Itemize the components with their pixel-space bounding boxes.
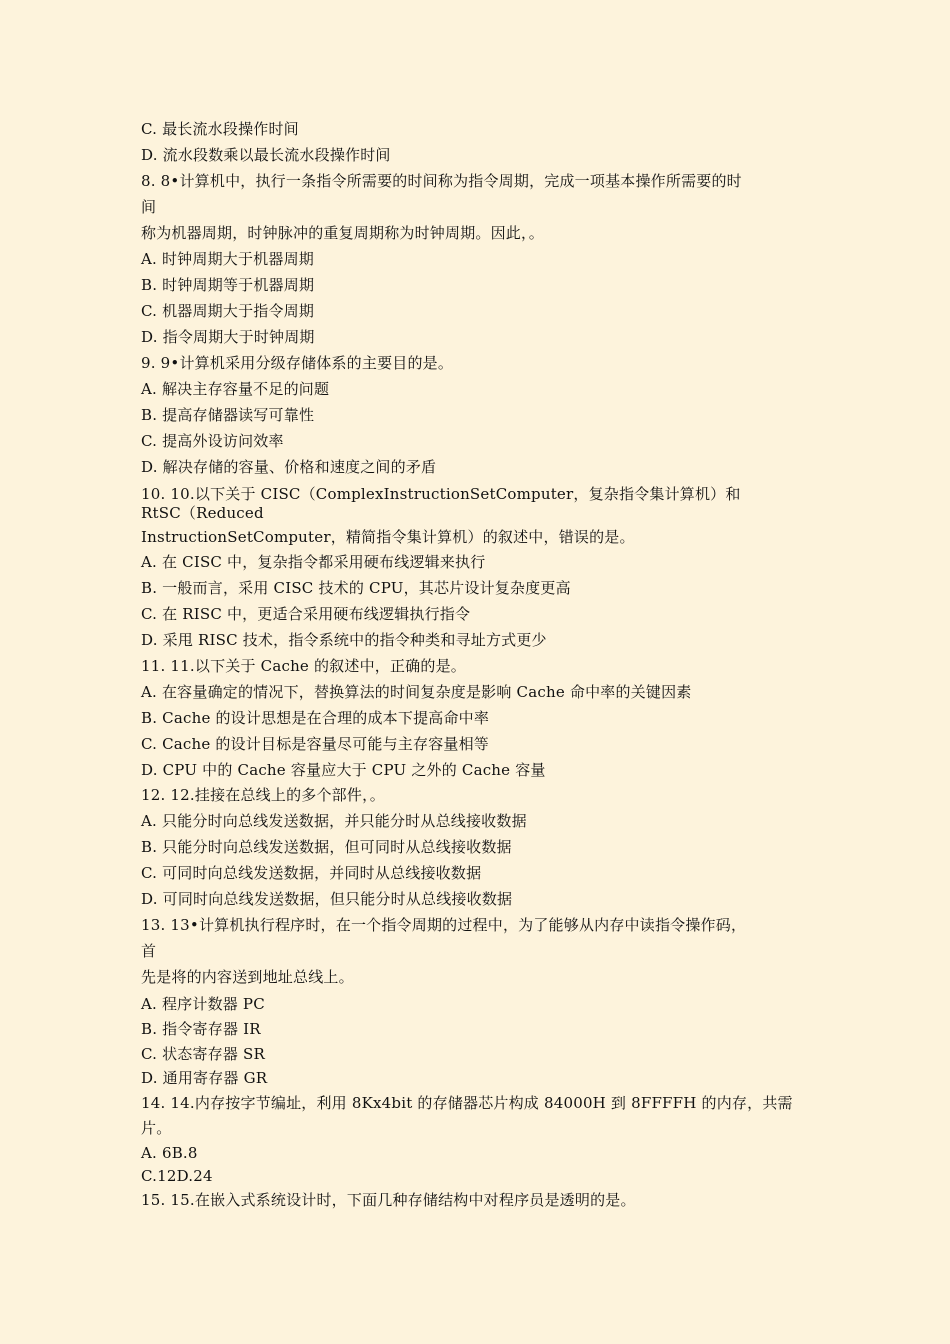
options-a-b: A. 6B.8: [141, 1144, 198, 1162]
question-8-continued: 称为机器周期，时钟脉冲的重复周期称为时钟周期。因此，。: [141, 224, 544, 242]
question-13-wrap: 首: [141, 942, 157, 960]
option-a: A. 解决主存容量不足的问题: [141, 380, 330, 398]
option-b: B. 提高存储器读写可靠性: [141, 406, 315, 424]
option-c: C. 可同时向总线发送数据，并同时从总线接收数据: [141, 864, 482, 882]
option-c: C. 提高外设访问效率: [141, 432, 284, 450]
option-c: C. 在 RISC 中，更适合采用硬布线逻辑执行指令: [141, 605, 471, 623]
option-c: C. Cache 的设计目标是容量尽可能与主存容量相等: [141, 735, 490, 753]
option-b: B. 一般而言，采用 CISC 技术的 CPU，其芯片设计复杂度更高: [141, 579, 571, 597]
question-8-wrap: 间: [141, 198, 157, 216]
option-a: A. 时钟周期大于机器周期: [141, 250, 314, 268]
option-d: D. CPU 中的 Cache 容量应大于 CPU 之外的 Cache 容量: [141, 761, 546, 779]
option-c: C. 状态寄存器 SR: [141, 1045, 266, 1063]
option-c: C. 最长流水段操作时间: [141, 120, 299, 138]
question-15: 15. 15.在嵌入式系统设计时，下面几种存储结构中对程序员是透明的是。: [141, 1191, 636, 1209]
option-d: D. 可同时向总线发送数据，但只能分时从总线接收数据: [141, 890, 513, 908]
question-10: 10. 10.以下关于 CISC（ComplexInstructionSetComputer，复杂指令集计算机）和: [141, 485, 741, 503]
option-d: D. 通用寄存器 GR: [141, 1069, 268, 1087]
question-14-continued: 片。: [141, 1119, 172, 1137]
option-d: D. 指令周期大于时钟周期: [141, 328, 315, 346]
option-b: B. 只能分时向总线发送数据，但可同时从总线接收数据: [141, 838, 512, 856]
option-a: A. 程序计数器 PC: [141, 995, 265, 1013]
options-c-d: C.12D.24: [141, 1167, 213, 1185]
question-13-continued: 先是将的内容送到地址总线上。: [141, 968, 354, 986]
question-10-wrap: RtSC（Reduced: [141, 504, 264, 522]
option-a: A. 只能分时向总线发送数据，并只能分时从总线接收数据: [141, 812, 527, 830]
question-14: 14. 14.内存按字节编址，利用 8Kx4bit 的存储器芯片构成 84000H 到 8FFFFH 的内存，共需: [141, 1094, 793, 1112]
option-b: B. Cache 的设计思想是在合理的成本下提高命中率: [141, 709, 490, 727]
option-d: D. 采甩 RISC 技术，指令系统中的指令种类和寻址方式更少: [141, 631, 547, 649]
option-a: A. 在容量确定的情况下，替换算法的时间复杂度是影响 Cache 命中率的关键因素: [141, 683, 692, 701]
question-10-continued: InstructionSetComputer，精简指令集计算机）的叙述中，错误的是。: [141, 528, 635, 546]
option-b: B. 时钟周期等于机器周期: [141, 276, 315, 294]
option-d: D. 解决存储的容量、价格和速度之间的矛盾: [141, 458, 437, 476]
question-9: 9. 9•计算机采用分级存储体系的主要目的是。: [141, 354, 454, 372]
option-c: C. 机器周期大于指令周期: [141, 302, 315, 320]
question-8: 8. 8•计算机中，执行一条指令所需要的时间称为指令周期，完成一项基本操作所需要的时: [141, 172, 742, 190]
question-11: 11. 11.以下关于 Cache 的叙述中，正确的是。: [141, 657, 466, 675]
question-13: 13. 13•计算机执行程序时，在一个指令周期的过程中，为了能够从内存中读指令操作码，: [141, 916, 747, 934]
option-a: A. 在 CISC 中，复杂指令都采用硬布线逻辑来执行: [141, 553, 486, 571]
option-b: B. 指令寄存器 IR: [141, 1020, 261, 1038]
option-d: D. 流水段数乘以最长流水段操作时间: [141, 146, 391, 164]
question-12: 12. 12.挂接在总线上的多个部件，。: [141, 786, 385, 804]
